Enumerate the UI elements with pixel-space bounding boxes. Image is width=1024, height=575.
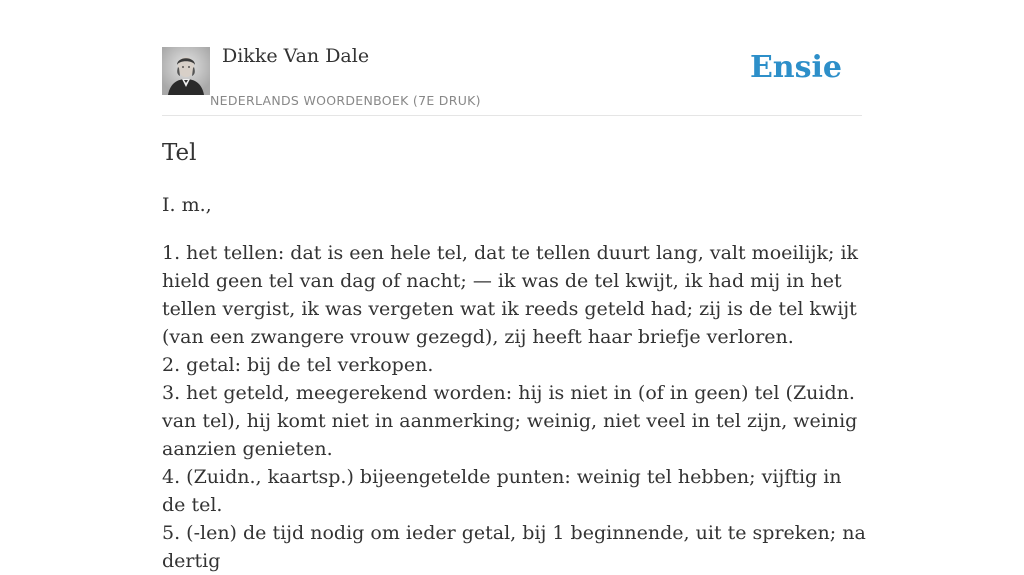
definition-list — [162, 239, 868, 575]
definition-item: 2. getal: bij de tel verkopen. — [162, 354, 434, 376]
page — [162, 0, 866, 572]
source-header — [162, 0, 862, 116]
entry-grammar: I. m., — [162, 194, 212, 216]
portrait-photo-icon[interactable] — [162, 47, 210, 95]
source-subtitle: NEDERLANDS WOORDENBOEK (7E DRUK) — [210, 93, 481, 108]
definition-item: 1. het tellen: dat is een hele tel, dat te tellen duurt lang, valt moeilijk; ik hield geen tel van dag of nacht; — ik was de tel kwijt, ik had mij in het tellen vergist, ik was vergeten wat ik reeds geteld had; zij is de tel kwijt (van een zwangere vrouw gezegd), zij heeft haar briefje verloren. — [162, 242, 859, 348]
definition-item: 3. het geteld, meegerekend worden: hij is niet in (of in geen) tel (Zuidn. van tel), hij komt niet in aanmerking; weinig, niet veel in tel zijn, weinig aanzien genieten. — [162, 382, 858, 460]
definition-item: 5. (-len) de tijd nodig om ieder getal, bij 1 beginnende, uit te spreken; na dertig — [162, 522, 866, 572]
entry-title: Tel — [162, 140, 197, 166]
ensie-logo[interactable]: Ensie — [749, 50, 842, 85]
source-title[interactable]: Dikke Van Dale — [222, 45, 370, 67]
portrait-photo-graphic — [162, 47, 210, 95]
definition-item: 4. (Zuidn., kaartsp.) bijeengetelde punten: weinig tel hebben; vijftig in de tel. — [162, 466, 842, 516]
